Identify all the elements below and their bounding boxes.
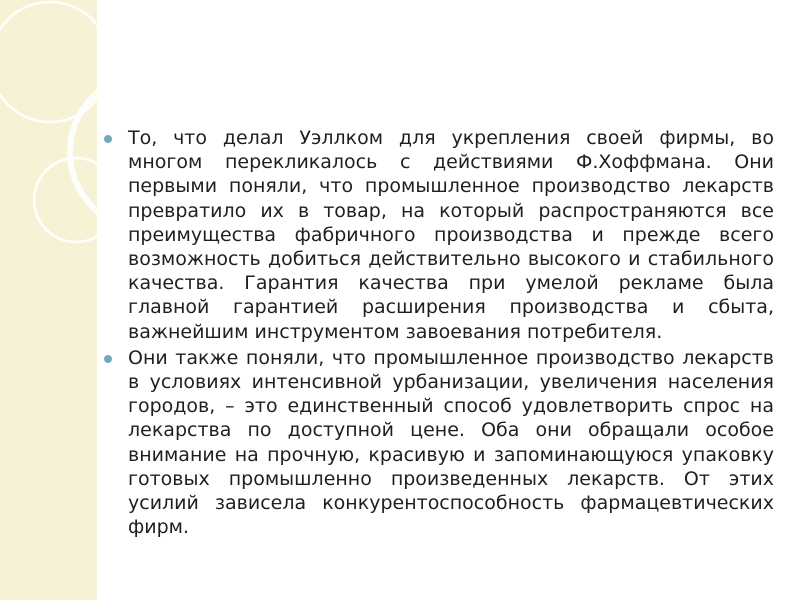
bullet-dot-icon [104, 135, 112, 143]
bullet-list [100, 126, 774, 541]
decorative-side-band [0, 0, 97, 600]
bullet-item-2 [100, 346, 774, 540]
bullet-text-1: То, что делал Уэллком для укрепления своей фирмы, во многом перекликалось с действиями Ф.Хоффмана. Они первыми поняли, что промышленное производство лекарств превратило их в товар, на который распространяются все преимущества фабричного производства и прежде всего возможность добиться действительно высокого и стабильного качества. Гарантия качества при умелой рекламе была главной гарантией расширения производства и сбыта, важнейшим инструментом завоевания потребителя. [128, 127, 774, 343]
bullet-item-1 [100, 126, 774, 344]
bullet-dot-icon [104, 355, 112, 363]
bullet-text-2: Они также поняли, что промышленное производство лекарств в условиях интенсивной урбанизации, увеличения населения городов, – это единственный способ удовлетворить спрос на лекарства по доступной цене. Оба они обращали особое внимание на прочную, красивую и запоминающуюся упаковку готовых промышленно произведенных лекарств. От этих усилий зависела конкурентоспособность фармацевтических фирм. [128, 346, 774, 539]
